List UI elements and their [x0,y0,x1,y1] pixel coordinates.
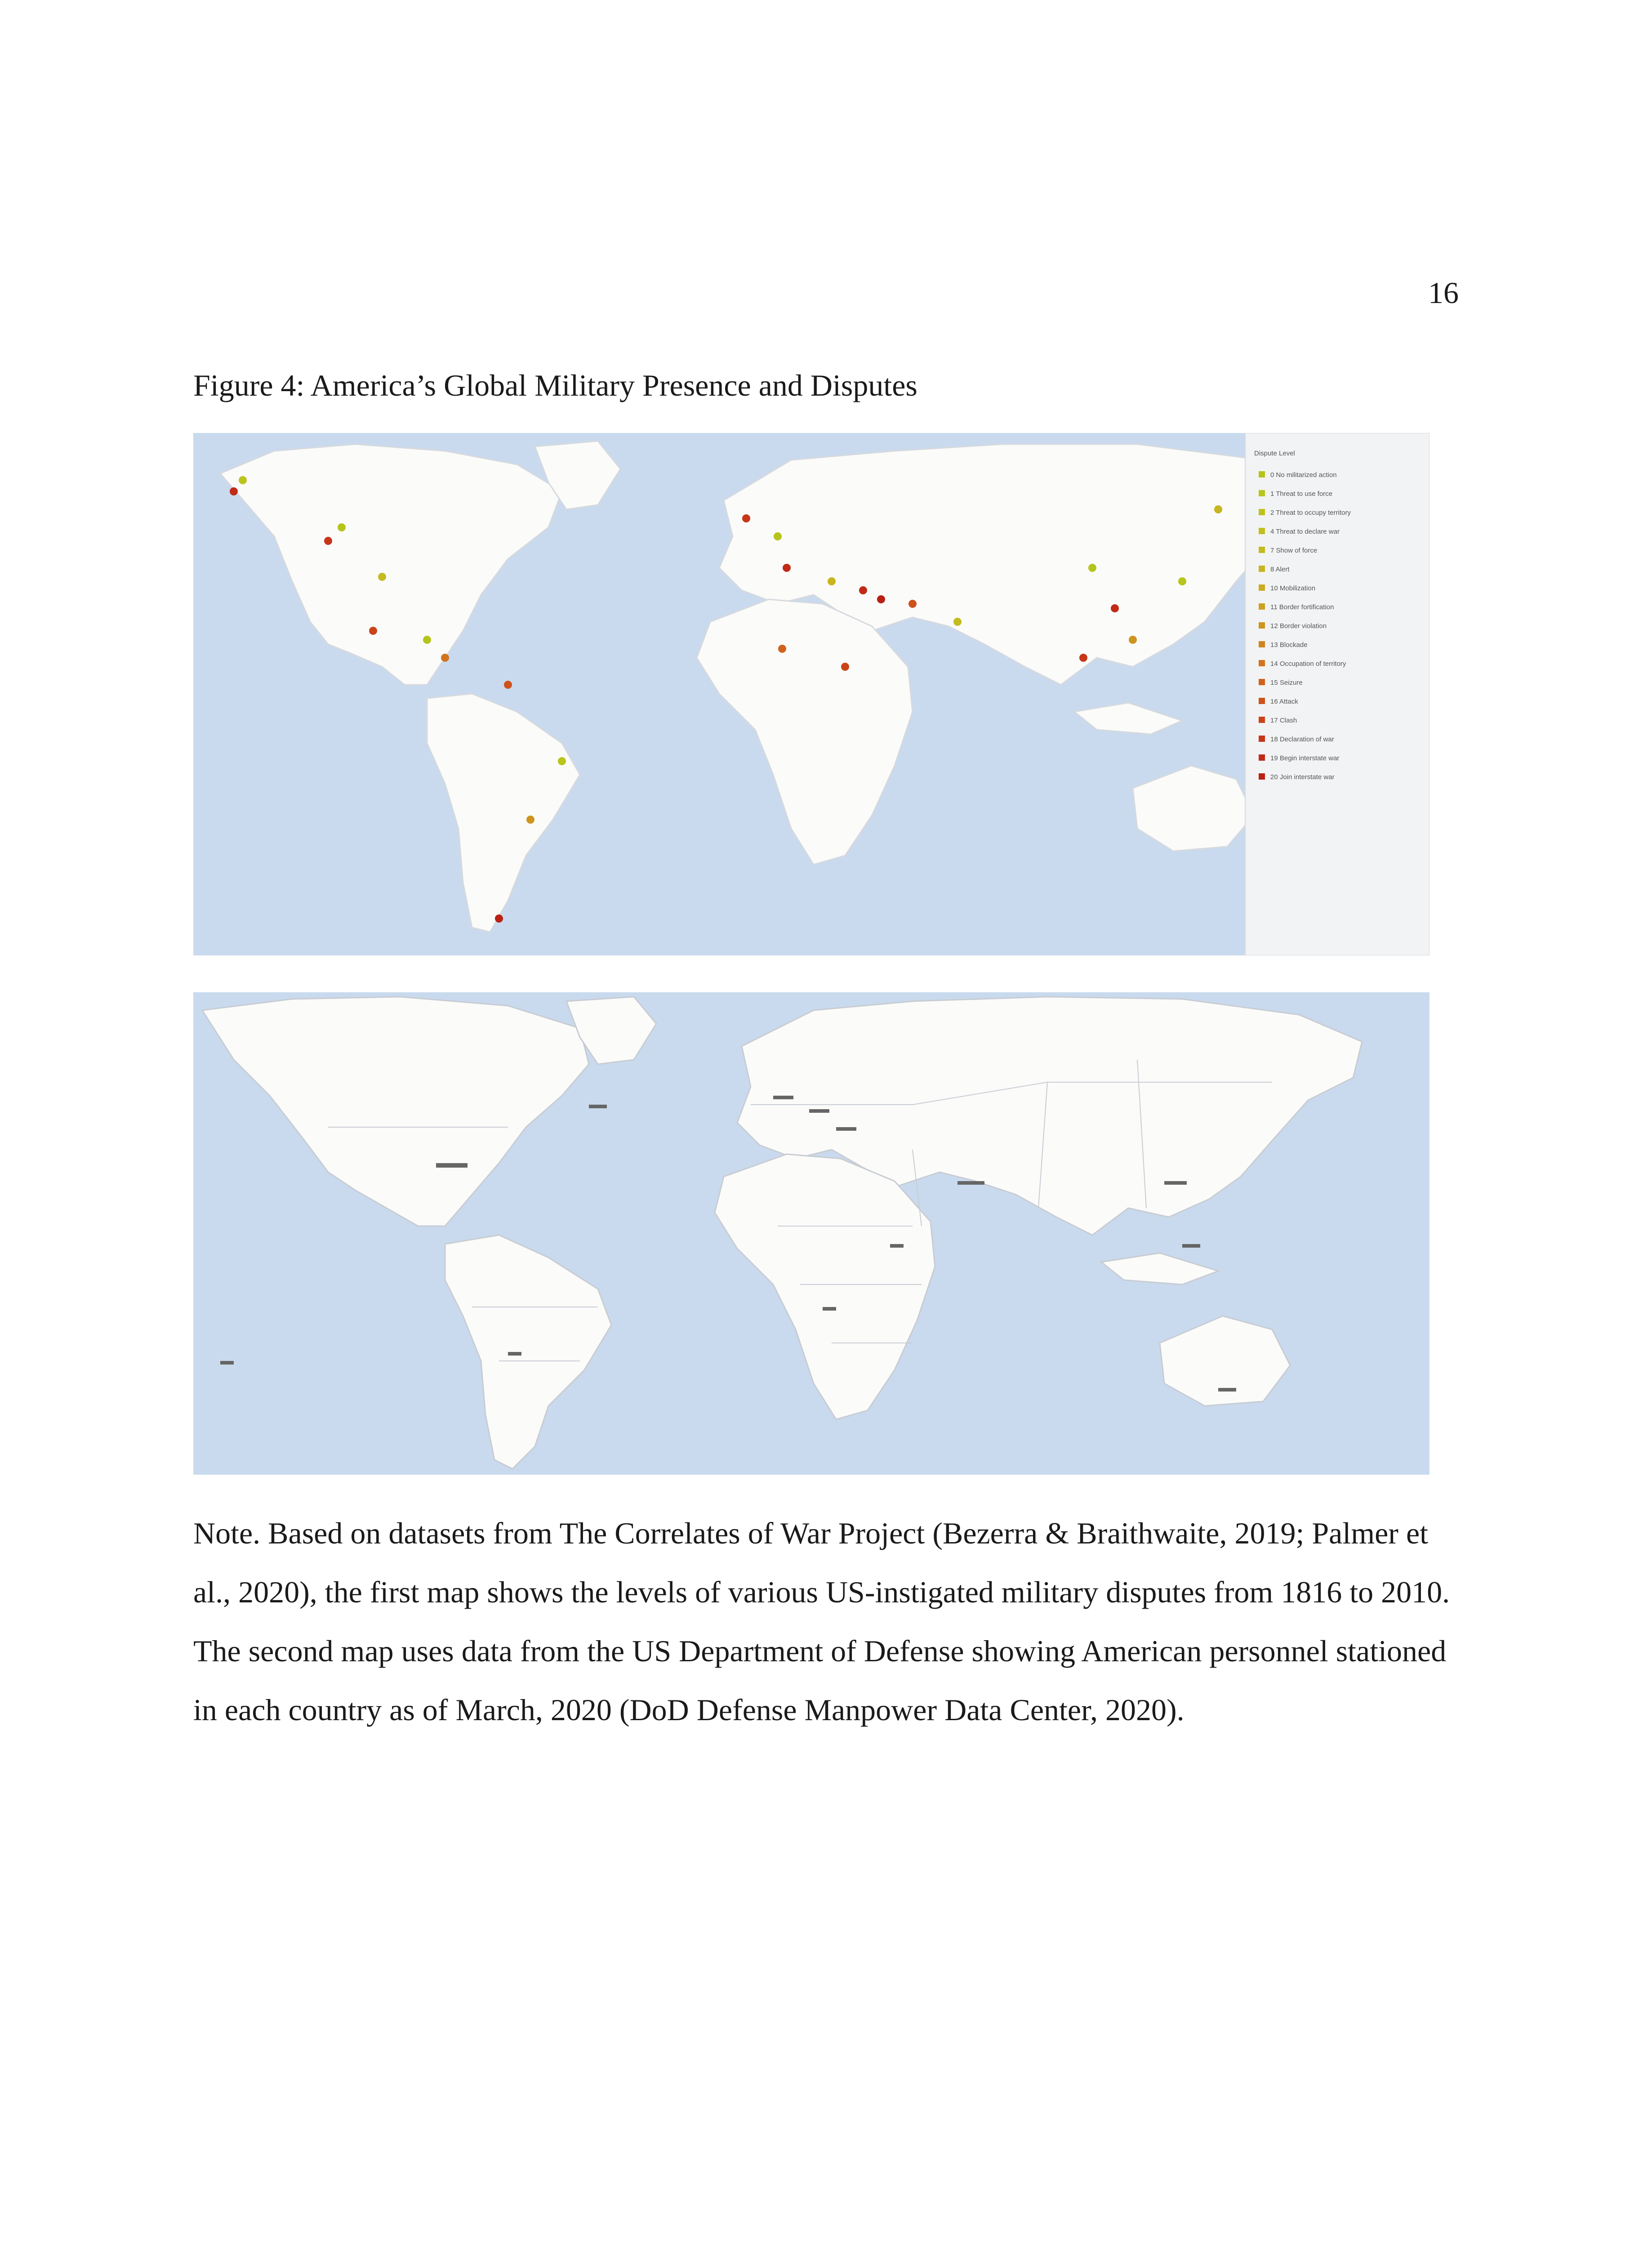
legend-label: 4 Threat to declare war [1270,528,1340,535]
legend-label: 19 Begin interstate war [1270,754,1340,762]
legend-label: 10 Mobilization [1270,584,1316,592]
dispute-map [193,433,1429,955]
figure-title: Figure 4: America’s Global Military Presence and Disputes [193,368,917,402]
legend-label: 1 Threat to use force [1270,490,1333,498]
legend-label: 12 Border violation [1270,622,1327,630]
legend-label: 14 Occupation of territory [1270,660,1346,668]
legend-label: 8 Alert [1270,566,1290,573]
legend-label: 15 Seizure [1270,679,1303,687]
legend-label: 11 Border fortification [1270,603,1334,611]
legend-label: 2 Threat to occupy territory [1270,509,1351,517]
legend-label: 0 No militarized action [1270,471,1337,479]
legend-title: Dispute Level [1254,450,1295,457]
legend-label: 16 Attack [1270,698,1298,705]
legend-label: 13 Blockade [1270,641,1308,649]
figure-note: Note. Based on datasets from The Correlates of War Project (Bezerra & Braithwaite, 2019; Palmer et al., 2020), the first map shows the levels of various US-instigated military disputes from 1816 to 2010. The second map uses data from the US Department of Defense showing American personnel stationed in each country as of March, 2020 (DoD Defense Manpower Data Center, 2020). [193,1516,1450,1727]
legend-label: 17 Clash [1270,717,1297,724]
page-number: 16 [1428,276,1459,310]
personnel-map [193,992,1429,1475]
legend-label: 18 Declaration of war [1270,736,1334,743]
legend-label: 7 Show of force [1270,547,1318,554]
legend-label: 20 Join interstate war [1270,773,1335,781]
